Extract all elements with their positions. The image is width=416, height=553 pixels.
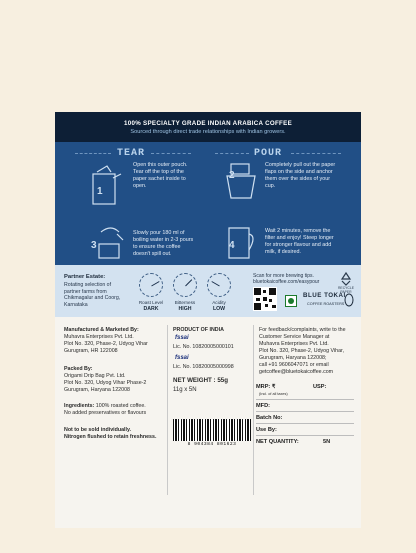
feedback-line: getcoffee@bluetokaicoffee.com xyxy=(259,369,334,375)
gauge-value: HIGH xyxy=(178,306,192,312)
divider xyxy=(256,435,354,436)
ingredients-label: Ingredients: xyxy=(64,403,95,409)
mrp-note: (Incl. of all taxes) xyxy=(259,392,288,396)
net-quantity-value: 5N xyxy=(323,439,331,445)
partner-estate-text: Rotating selection of partner farms from Chikmagalur and Coorg, Karnataka xyxy=(64,282,121,308)
manufactured-line: Muhavra Enterprises Pvt. Ltd. xyxy=(64,334,134,340)
recycle-label: RECYCLE PAPER xyxy=(337,286,355,294)
feedback-line: For feedback/complaints, write to the xyxy=(259,327,346,333)
pack-size: 11g x 5N xyxy=(173,387,197,393)
packed-line: Plot No. 320, Udyog Vihar Phase-2 xyxy=(64,380,147,386)
packed-line: Origami Drip Bag Pvt. Ltd. xyxy=(64,373,126,379)
step-number: 4 xyxy=(229,240,235,251)
barcode xyxy=(173,419,251,441)
gauge-needle xyxy=(185,279,192,286)
license-number: Lic. No. 10820005000101 xyxy=(173,344,234,350)
scan-text xyxy=(253,273,319,286)
packed-line: Gurugram, Haryana 122008 xyxy=(64,387,130,393)
pour-title: POUR xyxy=(254,148,283,159)
roast-level-gauge xyxy=(139,273,163,297)
brand-name: BLUE TOKAI xyxy=(303,292,346,299)
not-sold-note: Not to be sold individually. xyxy=(64,427,131,433)
tear-title: TEAR xyxy=(117,148,146,159)
gauge-label: Bitterness xyxy=(174,300,196,305)
feedback-line: call +91 9606047071 or email xyxy=(259,362,329,368)
gauge-needle xyxy=(151,281,159,286)
brand-subtitle: COFFEE ROASTERS xyxy=(307,302,345,306)
feedback-line: Customer Service Manager at xyxy=(259,334,330,340)
divider xyxy=(75,153,111,154)
usp-label: USP: xyxy=(313,384,327,390)
divider xyxy=(215,153,249,154)
step-number: 2 xyxy=(229,170,235,181)
manufactured-line: Plot No. 320, Phase-2, Udyog Vihar xyxy=(64,341,148,347)
divider xyxy=(151,153,191,154)
packed-title: Packed By: xyxy=(64,366,93,372)
brewing-instructions xyxy=(55,142,361,265)
manufactured-line: Gurugram, HR 122008 xyxy=(64,348,118,354)
feedback-line: Muhavra Enterprises Pvt. Ltd. xyxy=(259,341,329,347)
cup-with-filter-icon xyxy=(221,162,261,202)
recycle-icon xyxy=(338,271,354,287)
gauge-needle xyxy=(211,281,219,286)
partner-estate-section xyxy=(55,265,361,317)
step-2-text: Completely pull out the paper flaps on the side and anchor them over the sides of your cup. xyxy=(265,162,336,189)
use-by-label: Use By: xyxy=(256,427,277,433)
license-number: Lic. No. 10820005000998 xyxy=(173,364,234,370)
package-header xyxy=(55,112,361,142)
mfd-label: MFD: xyxy=(256,403,270,409)
divider xyxy=(256,411,354,412)
header-subtitle: Sourced through direct trade relationships with Indian growers. xyxy=(130,129,286,135)
manufactured-title: Manufactured & Marketed By: xyxy=(64,327,139,333)
barcode-number: 8 904384 801623 xyxy=(187,442,237,447)
feedback-line: Gurugram, Haryana 122008; xyxy=(259,355,327,361)
gauge-value: DARK xyxy=(143,306,159,312)
divider xyxy=(291,153,341,154)
mrp-label: MRP: ₹ xyxy=(256,384,276,390)
divider xyxy=(256,399,354,400)
scan-url: bluetokaicoffee.com/easypour xyxy=(253,279,320,286)
acidity-gauge xyxy=(207,273,231,297)
tear-pouch-icon xyxy=(89,164,125,208)
gauge-value: LOW xyxy=(212,306,226,312)
bitterness-gauge xyxy=(173,273,197,297)
veg-mark-icon xyxy=(285,295,297,307)
step-number: 3 xyxy=(91,240,97,251)
ingredients-note: No added preservatives or flavours xyxy=(64,410,147,416)
mug-icon xyxy=(221,222,261,262)
qr-code[interactable] xyxy=(253,287,277,311)
product-information xyxy=(55,317,361,528)
column-divider xyxy=(167,325,168,495)
net-quantity-label: NET QUANTITY: xyxy=(256,439,299,445)
partner-estate-title: Partner Estate: xyxy=(64,274,106,280)
fssai-logo: fssai xyxy=(175,355,189,361)
qr-code-icon xyxy=(253,287,277,311)
step-4-text: Wait 2 minutes, remove the filter and enjoy! Steep longer for stronger flavour and add milk, if desired. xyxy=(265,228,334,255)
step-number: 1 xyxy=(97,186,103,197)
column-divider xyxy=(253,325,254,495)
feedback-line: Plot No. 320, Phase-2, Udyog Vihar, xyxy=(259,348,344,354)
nitrogen-note: Nitrogen flushed to retain freshness. xyxy=(64,434,157,440)
batch-label: Batch No: xyxy=(256,415,283,421)
header-title: 100% SPECIALTY GRADE INDIAN ARABICA COFFEE xyxy=(124,120,292,127)
blue-tokai-bird-icon xyxy=(343,293,355,307)
coffee-package-back xyxy=(55,112,361,528)
ingredients xyxy=(64,403,146,410)
net-weight: NET WEIGHT : 55g xyxy=(173,377,229,384)
step-1-text: Open this outer pouch. Tear off the top of the paper sachet inside to open. xyxy=(133,162,188,189)
ingredients-value: 100% roasted coffee. xyxy=(95,403,146,409)
gauge-label: Roast Level xyxy=(138,300,164,305)
divider xyxy=(256,423,354,424)
scan-line: Scan for more brewing tips. xyxy=(253,273,314,279)
step-3-text: Slowly pour 180 ml of boiling water in 2-3 pours to ensure the coffee doesn't spill out. xyxy=(133,230,194,257)
product-of: PRODUCT OF INDIA xyxy=(173,327,224,333)
gauge-label: Acidity xyxy=(212,300,226,305)
fssai-logo: fssai xyxy=(175,335,189,341)
